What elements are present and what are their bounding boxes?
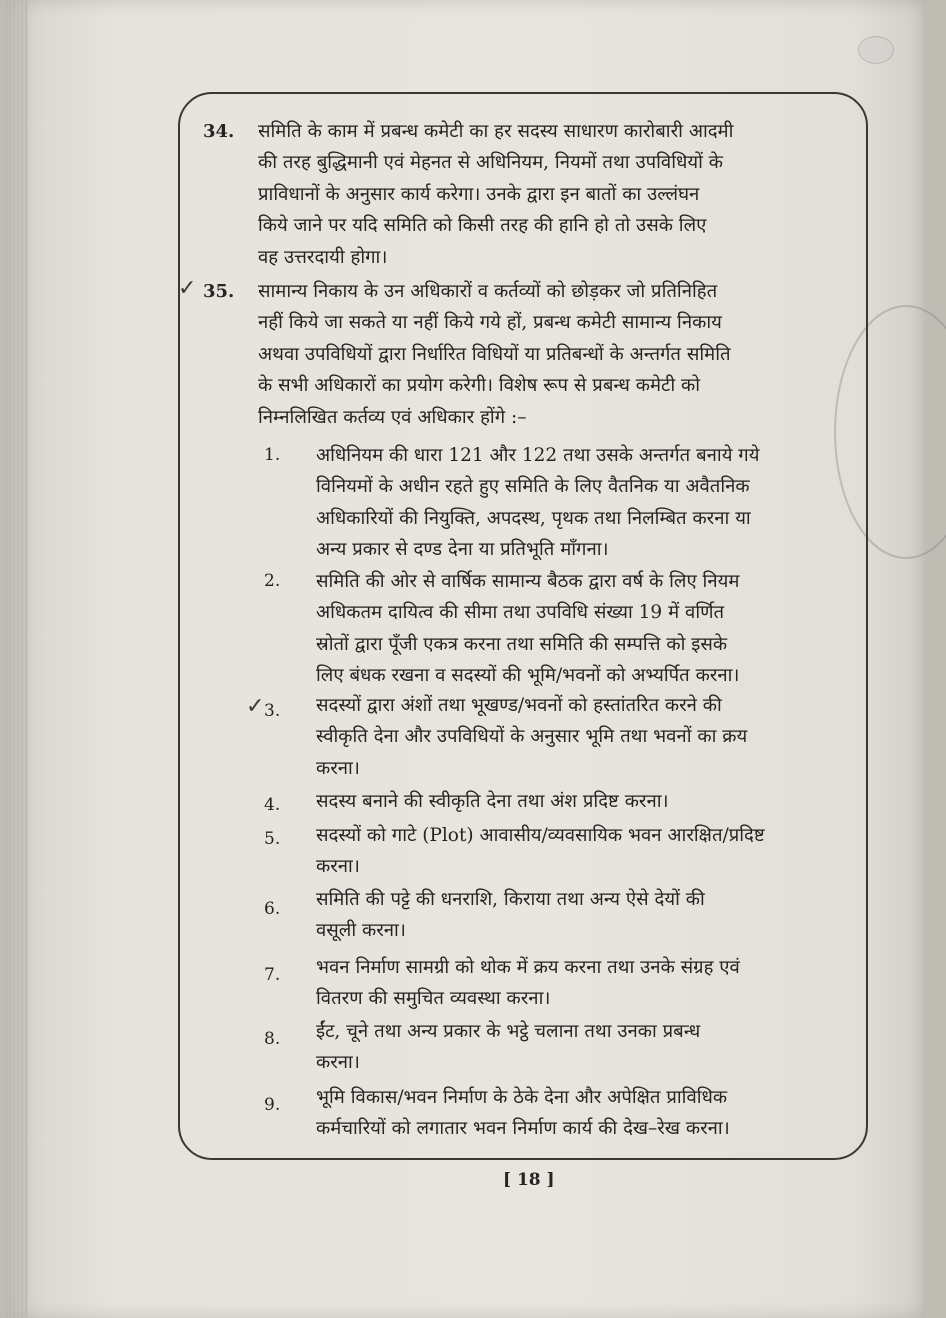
corner-stamp-mark [858, 36, 894, 64]
list-item [316, 786, 846, 817]
list-item [316, 820, 846, 883]
text-line: नहीं किये जा सकते या नहीं किये गये हों, प्रबन्ध कमेटी सामान्य निकाय [258, 312, 722, 334]
text-line: अधिकतम दायित्व की सीमा तथा उपविधि संख्या 19 में वर्णित [316, 602, 725, 624]
text-line: वसूली करना। [316, 920, 406, 942]
item-number: 4. [264, 795, 281, 815]
item-number: 1. [264, 445, 281, 465]
text-line: कर्मचारियों को लगातार भवन निर्माण कार्य की देख–रेख करना। [316, 1118, 730, 1140]
text-line: विनियमों के अधीन रहते हुए समिति के लिए वैतनिक या अवैतनिक [316, 476, 750, 498]
list-item [316, 690, 846, 784]
text-line: अथवा उपविधियों द्वारा निर्धारित विधियों या प्रतिबन्धों के अन्तर्गत समिति [258, 343, 731, 365]
check-mark-icon: ✓ [178, 276, 197, 301]
text-line: भूमि विकास/भवन निर्माण के ठेके देना और अपेक्षित प्राविधिक [316, 1087, 728, 1108]
text-line: स्वीकृति देना और उपविधियों के अनुसार भूमि तथा भवनों का क्रय [316, 726, 748, 748]
item-number: 2. [264, 571, 281, 591]
text-line: स्रोतों द्वारा पूँजी एकत्र करना तथा समिति की सम्पत्ति को इसके [316, 633, 728, 655]
text-line: किये जाने पर यदि समिति को किसी तरह की हानि हो तो उसके लिए [258, 215, 707, 237]
text-line: की तरह बुद्धिमानी एवं मेहनत से अधिनियम, नियमों तथा उपविधियों के [258, 152, 723, 174]
text-line: के सभी अधिकारों का प्रयोग करेगी। विशेष रूप से प्रबन्ध कमेटी को [258, 375, 701, 397]
clause-number: 34. [203, 121, 235, 142]
list-item [316, 1016, 846, 1079]
text-line: समिति के काम में प्रबन्ध कमेटी का हर सदस्य साधारण कारोबारी आदमी [258, 121, 734, 142]
text-line: सदस्य बनाने की स्वीकृति देना तथा अंश प्रदिष्ट करना। [316, 791, 669, 812]
clause-34-text [258, 116, 844, 273]
item-number: 3. [264, 701, 281, 721]
page-edge [6, 0, 28, 1318]
text-line: भवन निर्माण सामग्री को थोक में क्रय करना तथा उनके संग्रह एवं [316, 957, 740, 978]
item-number: 9. [264, 1095, 281, 1115]
list-item [316, 440, 846, 566]
page-number: [ 18 ] [503, 1170, 555, 1190]
list-item [316, 566, 846, 692]
check-mark-icon: ✓ [246, 694, 265, 719]
text-line: समिति की पट्टे की धनराशि, किराया तथा अन्य ऐसे देयों की [316, 889, 705, 910]
text-line: समिति की ओर से वार्षिक सामान्य बैठक द्वारा वर्ष के लिए नियम [316, 571, 740, 592]
text-line: निम्नलिखित कर्तव्य एवं अधिकार होंगे :– [258, 406, 527, 428]
list-item [316, 884, 846, 947]
text-line: लिए बंधक रखना व सदस्यों की भूमि/भवनों को अभ्यर्पित करना। [316, 665, 740, 687]
list-item [316, 1082, 846, 1145]
item-number: 7. [264, 965, 281, 985]
item-number: 8. [264, 1029, 281, 1049]
text-line: अधिकारियों की नियुक्ति, अपदस्थ, पृथक तथा निलम्बित करना या [316, 507, 751, 529]
text-line: ईंट, चूने तथा अन्य प्रकार के भट्ठे चलाना तथा उनका प्रबन्ध [316, 1021, 701, 1042]
clause-number: 35. [203, 281, 235, 302]
text-line: सदस्यों द्वारा अंशों तथा भूखण्ड/भवनों को हस्तांतरित करने की [316, 695, 722, 716]
item-number: 5. [264, 829, 281, 849]
text-line: अन्य प्रकार से दण्ड देना या प्रतिभूति माँगना। [316, 539, 609, 561]
text-line: करना। [316, 856, 360, 878]
text-line: वितरण की समुचित व्यवस्था करना। [316, 988, 551, 1010]
text-line: अधिनियम की धारा 121 और 122 तथा उसके अन्तर्गत बनाये गये [316, 445, 760, 466]
text-line: सामान्य निकाय के उन अधिकारों व कर्तव्यों को छोड़कर जो प्रतिनिहित [258, 281, 718, 302]
clause-35-text [258, 276, 844, 433]
text-line: वह उत्तरदायी होगा। [258, 246, 388, 268]
text-line: करना। [316, 1052, 360, 1074]
text-line: सदस्यों को गाटे (Plot) आवासीय/व्यवसायिक भवन आरक्षित/प्रदिष्ट [316, 825, 765, 846]
text-line: करना। [316, 757, 360, 779]
item-number: 6. [264, 899, 281, 919]
text-line: प्राविधानों के अनुसार कार्य करेगा। उनके द्वारा इन बातों का उल्लंघन [258, 183, 700, 205]
list-item [316, 952, 846, 1015]
